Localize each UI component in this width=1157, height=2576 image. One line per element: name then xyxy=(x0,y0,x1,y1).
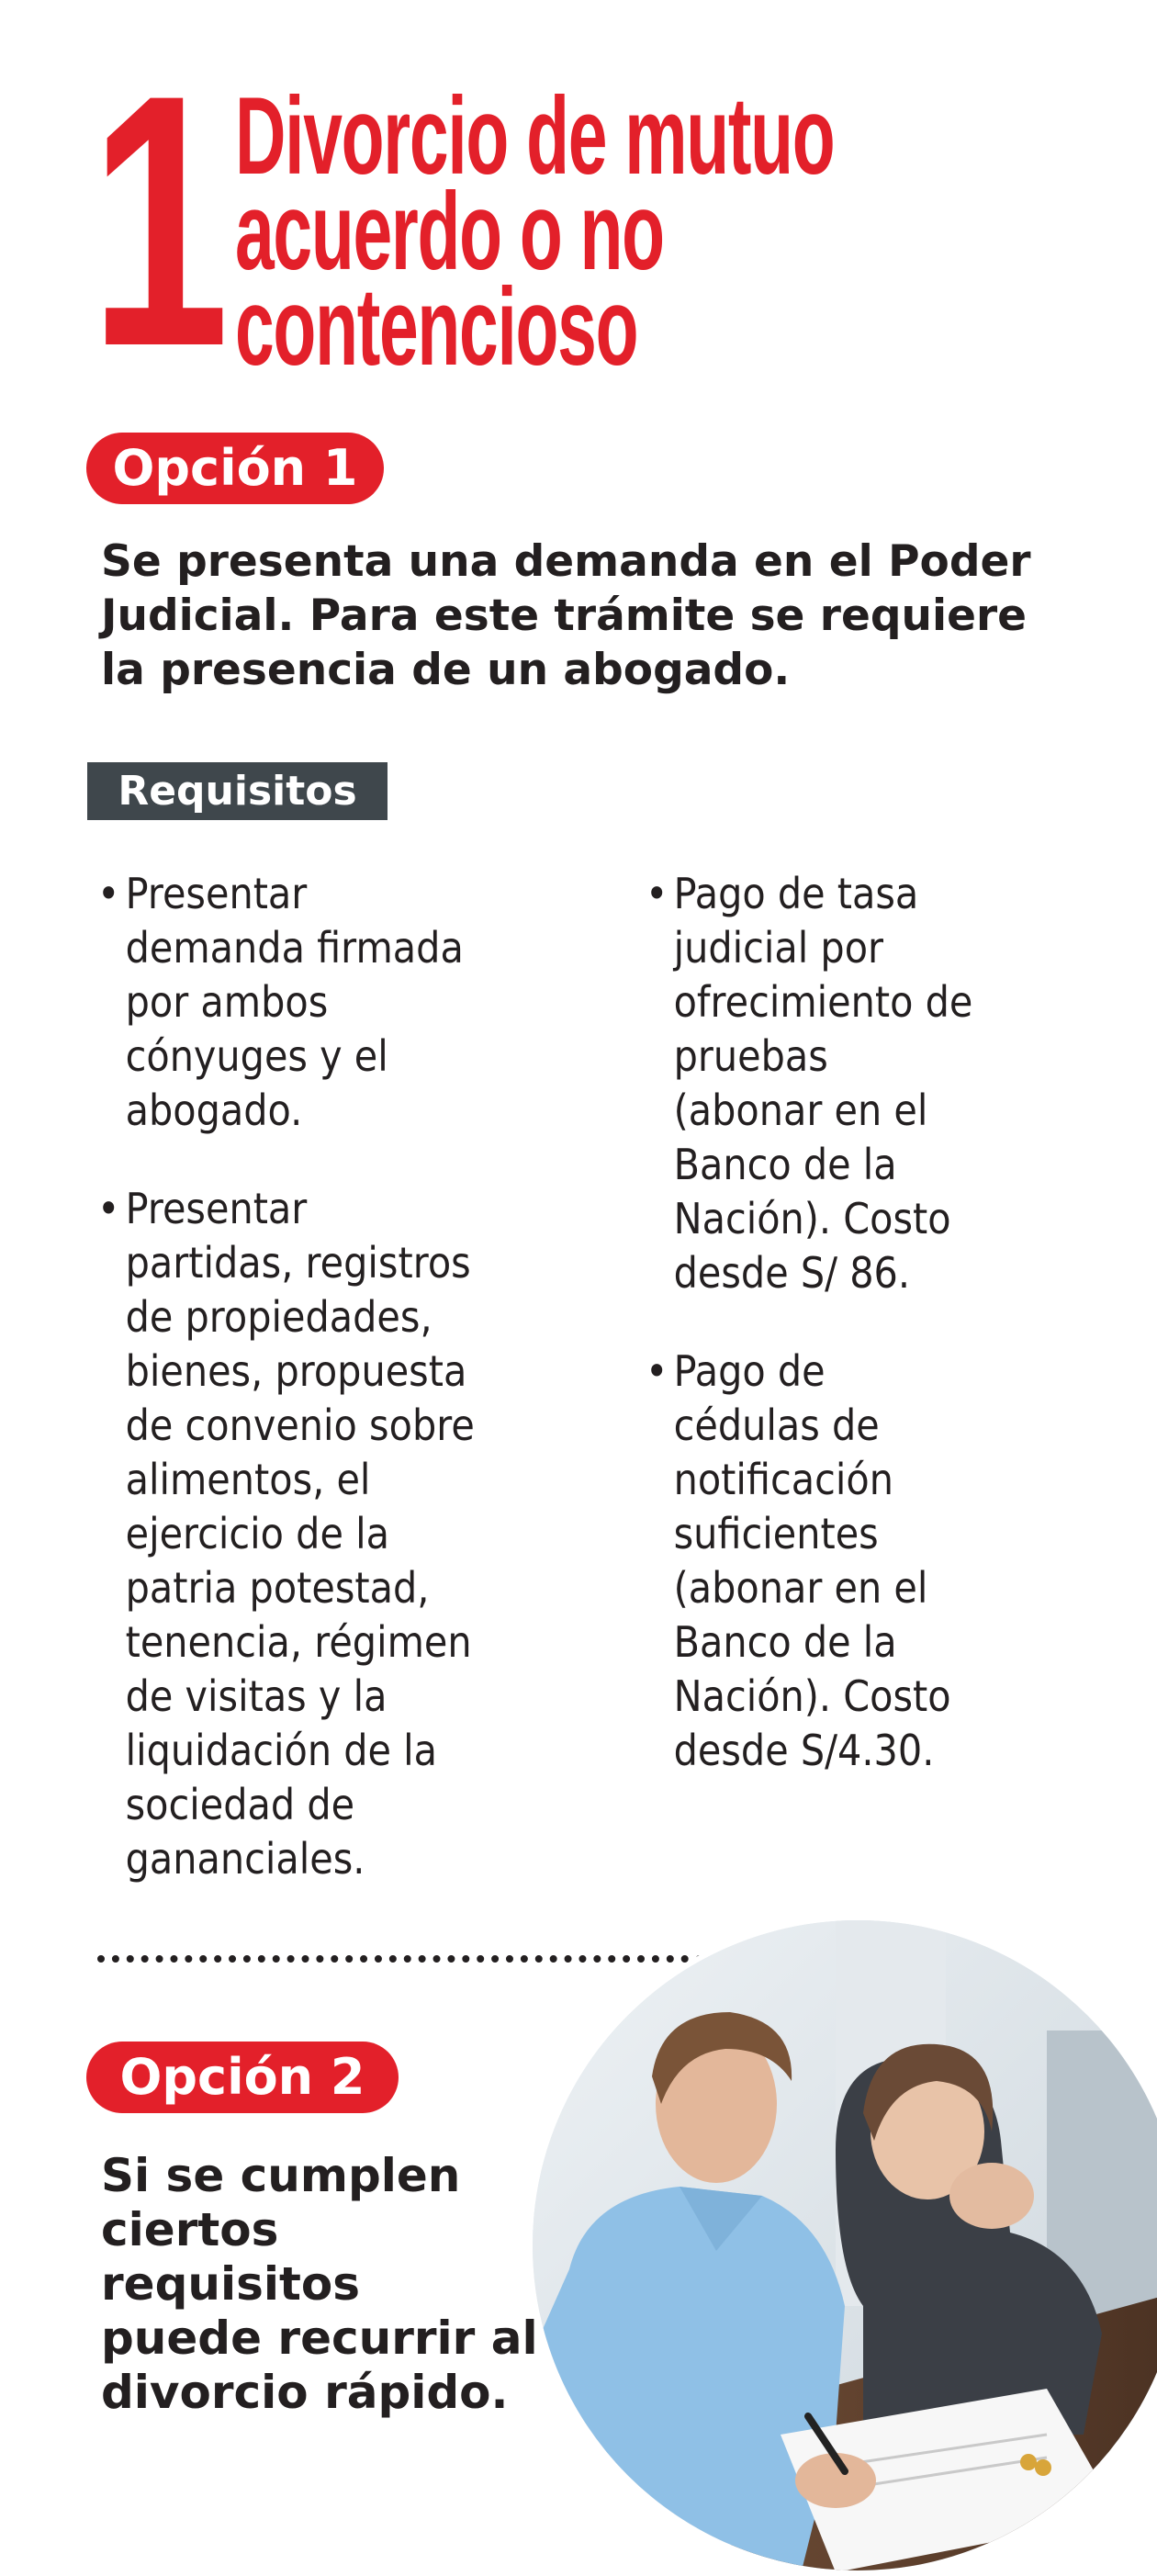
requirement-line: patria potestad, xyxy=(125,1563,430,1613)
page-title xyxy=(235,74,835,388)
requirement-line: Nación). Costo xyxy=(673,1194,951,1243)
description-line: puede recurrir al xyxy=(101,2312,538,2365)
requirement-line: cónyuges y el xyxy=(125,1031,388,1081)
requirement-line: por ambos xyxy=(125,977,329,1027)
description-line: Si se cumplen xyxy=(101,2149,461,2202)
description-line: divorcio rápido. xyxy=(101,2366,509,2419)
title-line: Divorcio de mutuo xyxy=(235,74,835,197)
requirement-line: Presentar xyxy=(125,1184,308,1233)
description-line: Se presenta una demanda en el Poder xyxy=(101,536,1031,587)
requirement-line: demanda firmada xyxy=(125,923,464,973)
requirement-line: cédulas de xyxy=(673,1400,880,1450)
option-2-description xyxy=(101,2149,578,2420)
description-line: la presencia de un abogado. xyxy=(101,645,791,695)
requirement-line: Presentar xyxy=(125,869,308,918)
requirement-item xyxy=(646,1344,1042,1778)
requirements-list-right xyxy=(646,867,1042,1822)
requirement-item xyxy=(97,1182,560,1886)
requirement-line: desde S/4.30. xyxy=(673,1726,935,1775)
bullet-icon: • xyxy=(646,1346,668,1396)
requirements-label: Requisitos xyxy=(87,762,388,820)
requirement-line: sociedad de xyxy=(125,1780,355,1829)
option-1-description xyxy=(101,534,1129,697)
bullet-icon: • xyxy=(97,869,120,918)
requirement-line: Banco de la xyxy=(673,1140,897,1189)
requirement-line: de visitas y la xyxy=(125,1671,388,1721)
title-line: acuerdo o no xyxy=(235,170,664,293)
requirement-line: judicial por xyxy=(673,923,884,973)
bullet-icon: • xyxy=(97,1184,120,1233)
requirement-line: desde S/ 86. xyxy=(673,1248,911,1298)
title-line: contencioso xyxy=(235,265,638,388)
requirement-line: de propiedades, xyxy=(125,1292,432,1342)
dotted-divider xyxy=(97,1955,703,1963)
option-2-badge: Opción 2 xyxy=(86,2042,399,2113)
description-line: ciertos xyxy=(101,2203,279,2256)
requirement-line: ejercicio de la xyxy=(125,1509,389,1558)
description-line: Judicial. Para este trámite se requiere xyxy=(101,591,1027,641)
requirement-line: (abonar en el xyxy=(673,1086,928,1135)
requirement-line: abogado. xyxy=(125,1086,303,1135)
requirements-list-left xyxy=(97,867,560,1930)
requirement-line: suficientes xyxy=(673,1509,879,1558)
couple-signing-photo xyxy=(527,1915,1157,2576)
bullet-icon: • xyxy=(646,869,668,918)
section-number: 1 xyxy=(90,20,230,421)
requirement-line: Banco de la xyxy=(673,1617,897,1667)
requirement-line: partidas, registros xyxy=(125,1238,471,1288)
requirement-line: bienes, propuesta xyxy=(125,1346,467,1396)
requirement-line: Pago de xyxy=(673,1346,826,1396)
requirement-line: (abonar en el xyxy=(673,1563,928,1613)
photo-illustration xyxy=(533,1920,1157,2576)
requirement-line: liquidación de la xyxy=(125,1726,438,1775)
requirement-line: tenencia, régimen xyxy=(125,1617,472,1667)
requirement-line: alimentos, el xyxy=(125,1455,371,1504)
requirement-line: de convenio sobre xyxy=(125,1400,475,1450)
requirement-line: gananciales. xyxy=(125,1834,365,1884)
option-1-badge: Opción 1 xyxy=(86,433,384,504)
description-line: requisitos xyxy=(101,2257,361,2311)
requirement-item xyxy=(646,867,1042,1300)
requirement-line: pruebas xyxy=(673,1031,828,1081)
requirement-line: notificación xyxy=(673,1455,893,1504)
requirement-item xyxy=(97,867,560,1138)
requirement-line: ofrecimiento de xyxy=(673,977,973,1027)
requirement-line: Pago de tasa xyxy=(673,869,919,918)
requirement-line: Nación). Costo xyxy=(673,1671,951,1721)
